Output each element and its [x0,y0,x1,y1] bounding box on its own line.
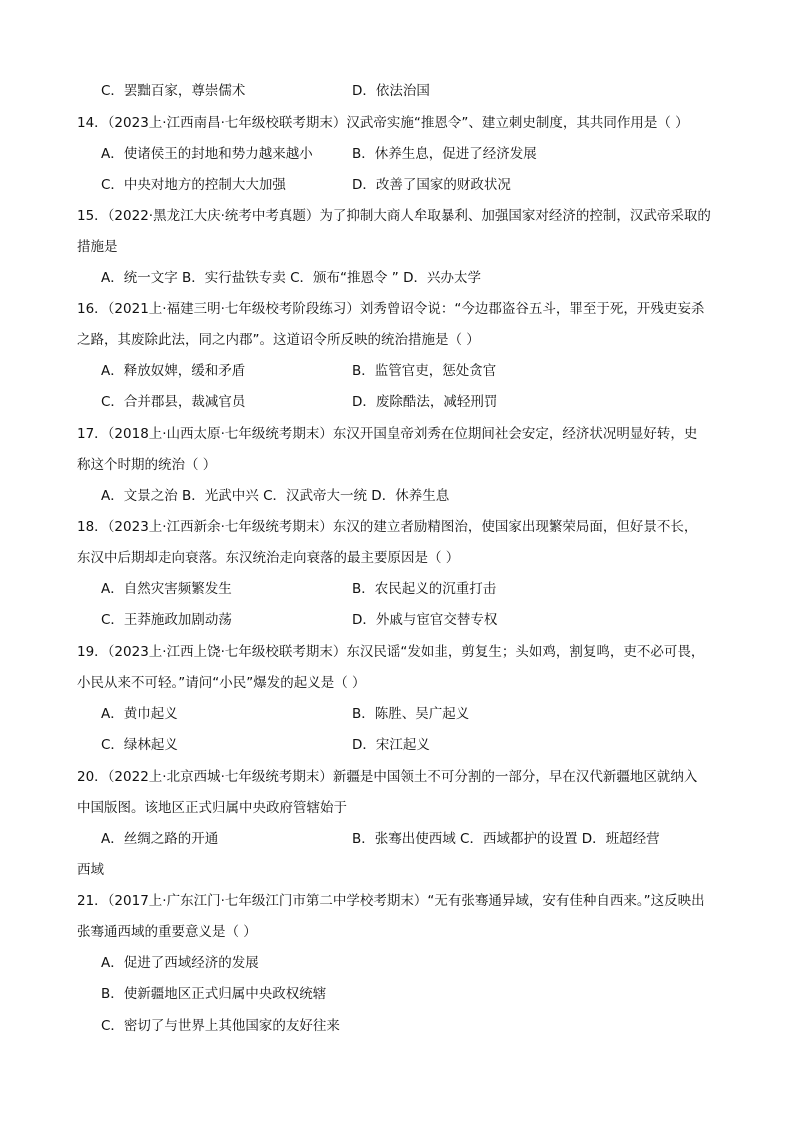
q14-stem: 14．（2023上·江西南昌·七年级校联考期末）汉武帝实施“推恩令”、建立刺史制度，其共同作用是（ ） [77,115,689,131]
q21-option-a: A．促进了西域经济的发展 [101,955,259,971]
q21-option-b: B．使新疆地区正式归属中央政权统辖 [101,986,327,1002]
q16-option-b: B．监管官吏，惩处贪官 [352,363,497,379]
q14-option-d: D．改善了国家的财政状况 [352,177,511,193]
q19-stem-line2: 小民从来不可轻。”请问“小民”爆发的起义是（ ） [77,675,366,691]
q16-option-a: A．释放奴婢，缓和矛盾 [101,363,246,379]
q17-stem-line1: 17．（2018上·山西太原·七年级统考期末）东汉开国皇帝刘秀在位期间社会安定，经济状况明显好转，史 [77,426,698,442]
q19-option-a: A．黄巾起义 [101,706,178,722]
q16-option-c: C．合并郡县，裁减官员 [101,394,246,410]
q15-stem-line1: 15．（2022·黑龙江大庆·统考中考真题）为了抑制大商人牟取暴利、加强国家对经济的控制，汉武帝采取的 [77,208,711,224]
q18-option-c: C．王莽施政加剧动荡 [101,612,232,628]
q19-option-d: D．宋江起义 [352,737,430,753]
q16-option-d: D．废除酷法，减轻刑罚 [352,394,498,410]
q20-option-d-continuation: 西域 [77,862,104,878]
q19-stem-line1: 19．（2023上·江西上饶·七年级校联考期末）东汉民谣“发如韭，剪复生；头如鸡，割复鸣，吏不必可畏， [77,644,705,660]
q18-stem-line2: 东汉中后期却走向衰落。东汉统治走向衰落的最主要原因是（ ） [77,550,460,566]
q18-option-a: A．自然灾害频繁发生 [101,581,232,597]
q19-option-b: B．陈胜、吴广起义 [352,706,470,722]
q19-option-c: C．绿林起义 [101,737,178,753]
q18-option-d: D．外戚与宦官交替专权 [352,612,498,628]
q14-option-b: B．休养生息，促进了经济发展 [352,146,537,162]
q17-stem-line2: 称这个时期的统治（ ） [77,457,217,473]
q17-options: A．文景之治 B．光武中兴 C．汉武帝大一统 D．休养生息 [101,488,450,504]
q20-stem-line1: 20．（2022上·北京西城·七年级统考期末）新疆是中国领土不可分割的一部分，早在汉代新疆地区就纳入 [77,769,698,785]
q14-option-a: A．使诸侯王的封地和势力越来越小 [101,146,313,162]
q20-option-a: A．丝绸之路的开通 [101,831,219,847]
q21-option-c: C．密切了与世界上其他国家的友好往来 [101,1018,340,1034]
q16-stem-line1: 16．（2021上·福建三明·七年级校考阶段练习）刘秀曾诏令说：“今边郡盗谷五斗，罪至于死，开残吏妄杀 [77,301,705,317]
q14-option-c: C．中央对地方的控制大大加强 [101,177,286,193]
q20-options-bcd: B．张骞出使西域 C．西域都护的设置 D．班超经营 [352,831,660,847]
q16-stem-line2: 之路，其废除此法，同之内郡”。这道诏令所反映的统治措施是（ ） [77,332,480,348]
q15-stem-line2: 措施是 [77,239,118,255]
q15-options: A．统一文字 B．实行盐铁专卖 C．颁布“推恩令 ” D．兴办太学 [101,270,481,286]
q21-stem-line1: 21．（2017上·广东江门·七年级江门市第二中学校考期末）“无有张骞通异域，安有佳种自西来。”这反映出 [77,893,705,909]
q13-option-c: C．罢黜百家，尊崇儒术 [101,83,246,99]
q21-stem-line2: 张骞通西域的重要意义是（ ） [77,924,257,940]
q18-stem-line1: 18．（2023上·江西新余·七年级统考期末）东汉的建立者励精图治，使国家出现繁荣局面，但好景不长， [77,519,698,535]
q13-option-d: D．依法治国 [352,83,430,99]
q18-option-b: B．农民起义的沉重打击 [352,581,497,597]
q20-stem-line2: 中国版图。该地区正式归属中央政府管辖始于 [77,800,347,816]
